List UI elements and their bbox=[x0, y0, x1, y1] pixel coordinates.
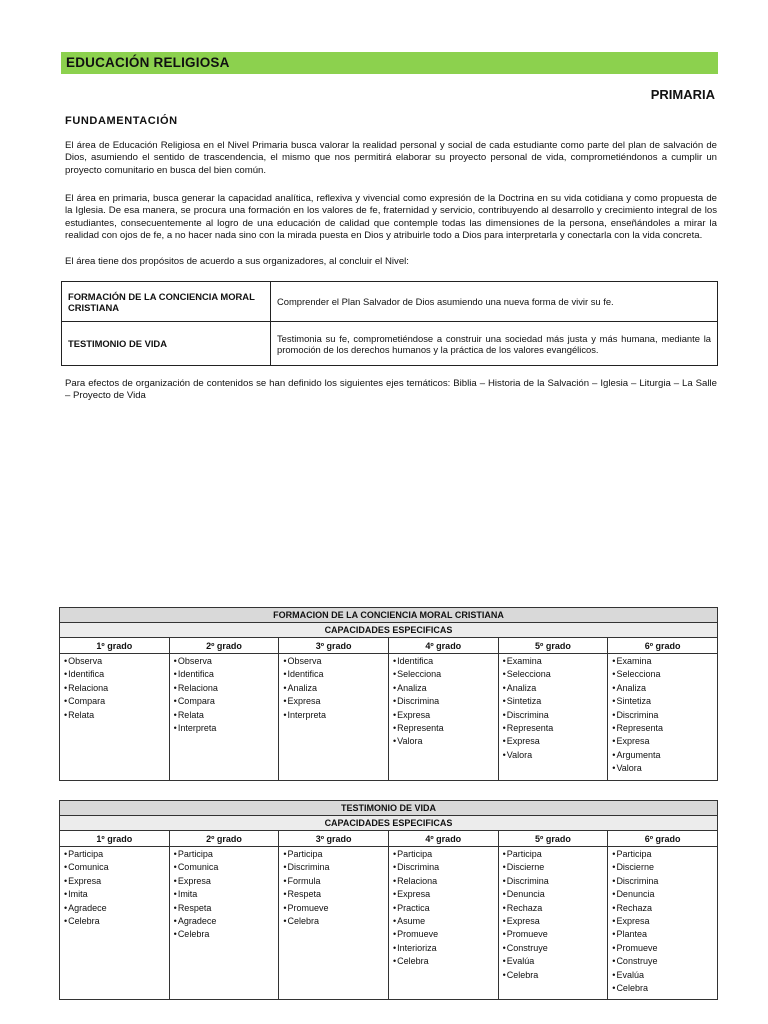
list-item: • Valora bbox=[393, 735, 496, 748]
list-item: • Discrimina bbox=[503, 875, 606, 888]
list-item: • Discierne bbox=[503, 861, 606, 874]
list-item: • Celebra bbox=[64, 915, 167, 928]
list-item: • Comunica bbox=[174, 861, 277, 874]
list-item: • Analiza bbox=[283, 682, 386, 695]
list-item: • Participa bbox=[174, 848, 277, 861]
organizers-table bbox=[61, 281, 718, 366]
list-item: • Expresa bbox=[612, 735, 715, 748]
list-item: • Sintetiza bbox=[503, 695, 606, 708]
list-item: • Relata bbox=[64, 709, 167, 722]
list-item: • Promueve bbox=[393, 928, 496, 941]
grade-capacities-cell bbox=[608, 847, 718, 1000]
list-item: • Discrimina bbox=[503, 709, 606, 722]
list-item: • Expresa bbox=[64, 875, 167, 888]
list-item: • Denuncia bbox=[612, 888, 715, 901]
items-row bbox=[60, 847, 718, 1000]
grade-header: 1º grado bbox=[60, 638, 170, 654]
grade-header: 4º grado bbox=[388, 638, 498, 654]
list-item: • Valora bbox=[612, 762, 715, 775]
list-item: • Agradece bbox=[64, 902, 167, 915]
list-item: • Celebra bbox=[503, 969, 606, 982]
list-item: • Practica bbox=[393, 902, 496, 915]
capacities-list bbox=[503, 848, 606, 982]
list-item: • Construye bbox=[503, 942, 606, 955]
table-subtitle: CAPACIDADES ESPECIFICAS bbox=[60, 816, 718, 831]
paragraph-3: El área tiene dos propósitos de acuerdo a sus organizadores, al concluir el Nivel: bbox=[65, 256, 409, 267]
grade-header: 3º grado bbox=[279, 831, 389, 847]
list-item: • Respeta bbox=[174, 902, 277, 915]
list-item: • Promueve bbox=[503, 928, 606, 941]
paragraph-ejes: Para efectos de organización de contenidos se han definido los siguientes ejes temáticos: Biblia – Historia de la Salvación – Iglesia – Liturgia – La Salle – Proyecto de Vida bbox=[65, 378, 717, 402]
list-item: • Identifica bbox=[64, 668, 167, 681]
list-item: • Interioriza bbox=[393, 942, 496, 955]
grade-capacities-cell bbox=[169, 847, 279, 1000]
list-item: • Analiza bbox=[503, 682, 606, 695]
list-item: • Respeta bbox=[283, 888, 386, 901]
list-item: • Expresa bbox=[503, 915, 606, 928]
list-item: • Formula bbox=[283, 875, 386, 888]
list-item: • Examina bbox=[503, 655, 606, 668]
capacities-list bbox=[393, 655, 496, 749]
list-item: • Agradece bbox=[174, 915, 277, 928]
grade-header: 4º grado bbox=[388, 831, 498, 847]
list-item: • Denuncia bbox=[503, 888, 606, 901]
paragraph-1: El área de Educación Religiosa en el Nivel Primaria busca valorar la realidad personal y social de cada estudiante como parte del plan de salvación de Dios, asumiendo el sentido de trascendencia, el mismo que nos permitirá elaborar su proyecto personal de vida, comprometiéndonos a cumplir un proyecto comunitario en busca del bien común. bbox=[65, 140, 717, 176]
list-item: • Analiza bbox=[393, 682, 496, 695]
capacities-list bbox=[283, 848, 386, 928]
list-item: • Imita bbox=[174, 888, 277, 901]
grade-header: 5º grado bbox=[498, 831, 608, 847]
organizer-description: Testimonia su fe, comprometiéndose a construir una sociedad más justa y más humana, mediante la promoción de los derechos humanos y la práctica de los valores evangélicos. bbox=[271, 322, 718, 366]
list-item: • Expresa bbox=[393, 888, 496, 901]
list-item: • Expresa bbox=[612, 915, 715, 928]
grade-header: 5º grado bbox=[498, 638, 608, 654]
list-item: • Celebra bbox=[283, 915, 386, 928]
list-item: • Representa bbox=[503, 722, 606, 735]
list-item: • Discrimina bbox=[612, 709, 715, 722]
list-item: • Sintetiza bbox=[612, 695, 715, 708]
grade-header: 6º grado bbox=[608, 831, 718, 847]
list-item: • Relaciona bbox=[64, 682, 167, 695]
grade-capacities-cell bbox=[608, 654, 718, 781]
grades-row bbox=[60, 831, 718, 847]
list-item: • Interpreta bbox=[174, 722, 277, 735]
organizer-row bbox=[62, 282, 718, 322]
list-item: • Participa bbox=[503, 848, 606, 861]
grade-capacities-cell bbox=[60, 847, 170, 1000]
grade-header: 6º grado bbox=[608, 638, 718, 654]
list-item: • Expresa bbox=[393, 709, 496, 722]
list-item: • Celebra bbox=[612, 982, 715, 995]
list-item: • Construye bbox=[612, 955, 715, 968]
list-item: • Relata bbox=[174, 709, 277, 722]
list-item: • Evalúa bbox=[612, 969, 715, 982]
list-item: • Expresa bbox=[174, 875, 277, 888]
list-item: • Identifica bbox=[283, 668, 386, 681]
list-item: • Participa bbox=[612, 848, 715, 861]
list-item: • Examina bbox=[612, 655, 715, 668]
organizer-row bbox=[62, 322, 718, 366]
list-item: • Identifica bbox=[393, 655, 496, 668]
list-item: • Promueve bbox=[283, 902, 386, 915]
capacidades-table-formacion bbox=[59, 607, 718, 781]
list-item: • Discrimina bbox=[393, 695, 496, 708]
grade-capacities-cell bbox=[388, 654, 498, 781]
paragraph-2: El área en primaria, busca generar la capacidad analítica, reflexiva y vivencial como expresión de la Doctrina en su vida cotidiana y como propuesta de la Iglesia. De esa manera, se procura una formación en los valores de fe, fraternidad y servicio, contribuyendo al desarrollo y crecimiento integral de los estudiantes, consecuentemente al logro de una educación de calidad que contemple todas las dimensiones de la persona, enseñándoles a mirar la realidad con ojos de fe, a no hacer nada sino con la mirada puesta en Dios y atribuirle todo a Dios para interpretarla y conectarla con la vida concreta. bbox=[65, 193, 717, 241]
grade-capacities-cell bbox=[388, 847, 498, 1000]
grade-header: 2º grado bbox=[169, 831, 279, 847]
capacities-list bbox=[612, 655, 715, 776]
list-item: • Plantea bbox=[612, 928, 715, 941]
capacities-list bbox=[64, 848, 167, 928]
list-item: • Participa bbox=[393, 848, 496, 861]
table-subtitle: CAPACIDADES ESPECIFICAS bbox=[60, 623, 718, 638]
items-row bbox=[60, 654, 718, 781]
capacities-list bbox=[503, 655, 606, 762]
list-item: • Selecciona bbox=[612, 668, 715, 681]
area-title-banner bbox=[61, 52, 718, 74]
list-item: • Argumenta bbox=[612, 749, 715, 762]
list-item: • Celebra bbox=[174, 928, 277, 941]
level-label: PRIMARIA bbox=[650, 87, 715, 102]
capacities-list bbox=[283, 655, 386, 722]
list-item: • Promueve bbox=[612, 942, 715, 955]
grade-header: 1º grado bbox=[60, 831, 170, 847]
list-item: • Interpreta bbox=[283, 709, 386, 722]
list-item: • Analiza bbox=[612, 682, 715, 695]
list-item: • Identifica bbox=[174, 668, 277, 681]
list-item: • Rechaza bbox=[503, 902, 606, 915]
list-item: • Expresa bbox=[283, 695, 386, 708]
list-item: • Discrimina bbox=[612, 875, 715, 888]
list-item: • Observa bbox=[174, 655, 277, 668]
list-item: • Imita bbox=[64, 888, 167, 901]
grade-capacities-cell bbox=[498, 654, 608, 781]
organizer-name: TESTIMONIO DE VIDA bbox=[62, 322, 271, 366]
list-item: • Discierne bbox=[612, 861, 715, 874]
grade-capacities-cell bbox=[169, 654, 279, 781]
capacidades-table-testimonio bbox=[59, 800, 718, 1000]
list-item: • Rechaza bbox=[612, 902, 715, 915]
list-item: • Observa bbox=[64, 655, 167, 668]
table-title: TESTIMONIO DE VIDA bbox=[60, 801, 718, 816]
grade-header: 2º grado bbox=[169, 638, 279, 654]
list-item: • Discrimina bbox=[393, 861, 496, 874]
list-item: • Compara bbox=[174, 695, 277, 708]
list-item: • Celebra bbox=[393, 955, 496, 968]
capacities-list bbox=[174, 848, 277, 942]
list-item: • Participa bbox=[64, 848, 167, 861]
list-item: • Observa bbox=[283, 655, 386, 668]
grade-capacities-cell bbox=[498, 847, 608, 1000]
list-item: • Selecciona bbox=[393, 668, 496, 681]
list-item: • Comunica bbox=[64, 861, 167, 874]
grade-capacities-cell bbox=[60, 654, 170, 781]
capacities-list bbox=[174, 655, 277, 735]
list-item: • Compara bbox=[64, 695, 167, 708]
list-item: • Participa bbox=[283, 848, 386, 861]
organizer-description: Comprender el Plan Salvador de Dios asumiendo una nueva forma de vivir su fe. bbox=[271, 282, 718, 322]
list-item: • Valora bbox=[503, 749, 606, 762]
grade-capacities-cell bbox=[279, 654, 389, 781]
list-item: • Discrimina bbox=[283, 861, 386, 874]
capacities-list bbox=[393, 848, 496, 969]
list-item: • Evalúa bbox=[503, 955, 606, 968]
section-heading-fundamentacion: FUNDAMENTACIÓN bbox=[65, 115, 178, 127]
list-item: • Representa bbox=[612, 722, 715, 735]
list-item: • Relaciona bbox=[174, 682, 277, 695]
list-item: • Selecciona bbox=[503, 668, 606, 681]
grade-capacities-cell bbox=[279, 847, 389, 1000]
table-title: FORMACION DE LA CONCIENCIA MORAL CRISTIANA bbox=[60, 608, 718, 623]
list-item: • Relaciona bbox=[393, 875, 496, 888]
capacities-list bbox=[64, 655, 167, 722]
list-item: • Representa bbox=[393, 722, 496, 735]
area-title: EDUCACIÓN RELIGIOSA bbox=[66, 55, 230, 70]
grade-header: 3º grado bbox=[279, 638, 389, 654]
organizer-name: FORMACIÓN DE LA CONCIENCIA MORAL CRISTIANA bbox=[62, 282, 271, 322]
grades-row bbox=[60, 638, 718, 654]
list-item: • Asume bbox=[393, 915, 496, 928]
list-item: • Expresa bbox=[503, 735, 606, 748]
capacities-list bbox=[612, 848, 715, 995]
